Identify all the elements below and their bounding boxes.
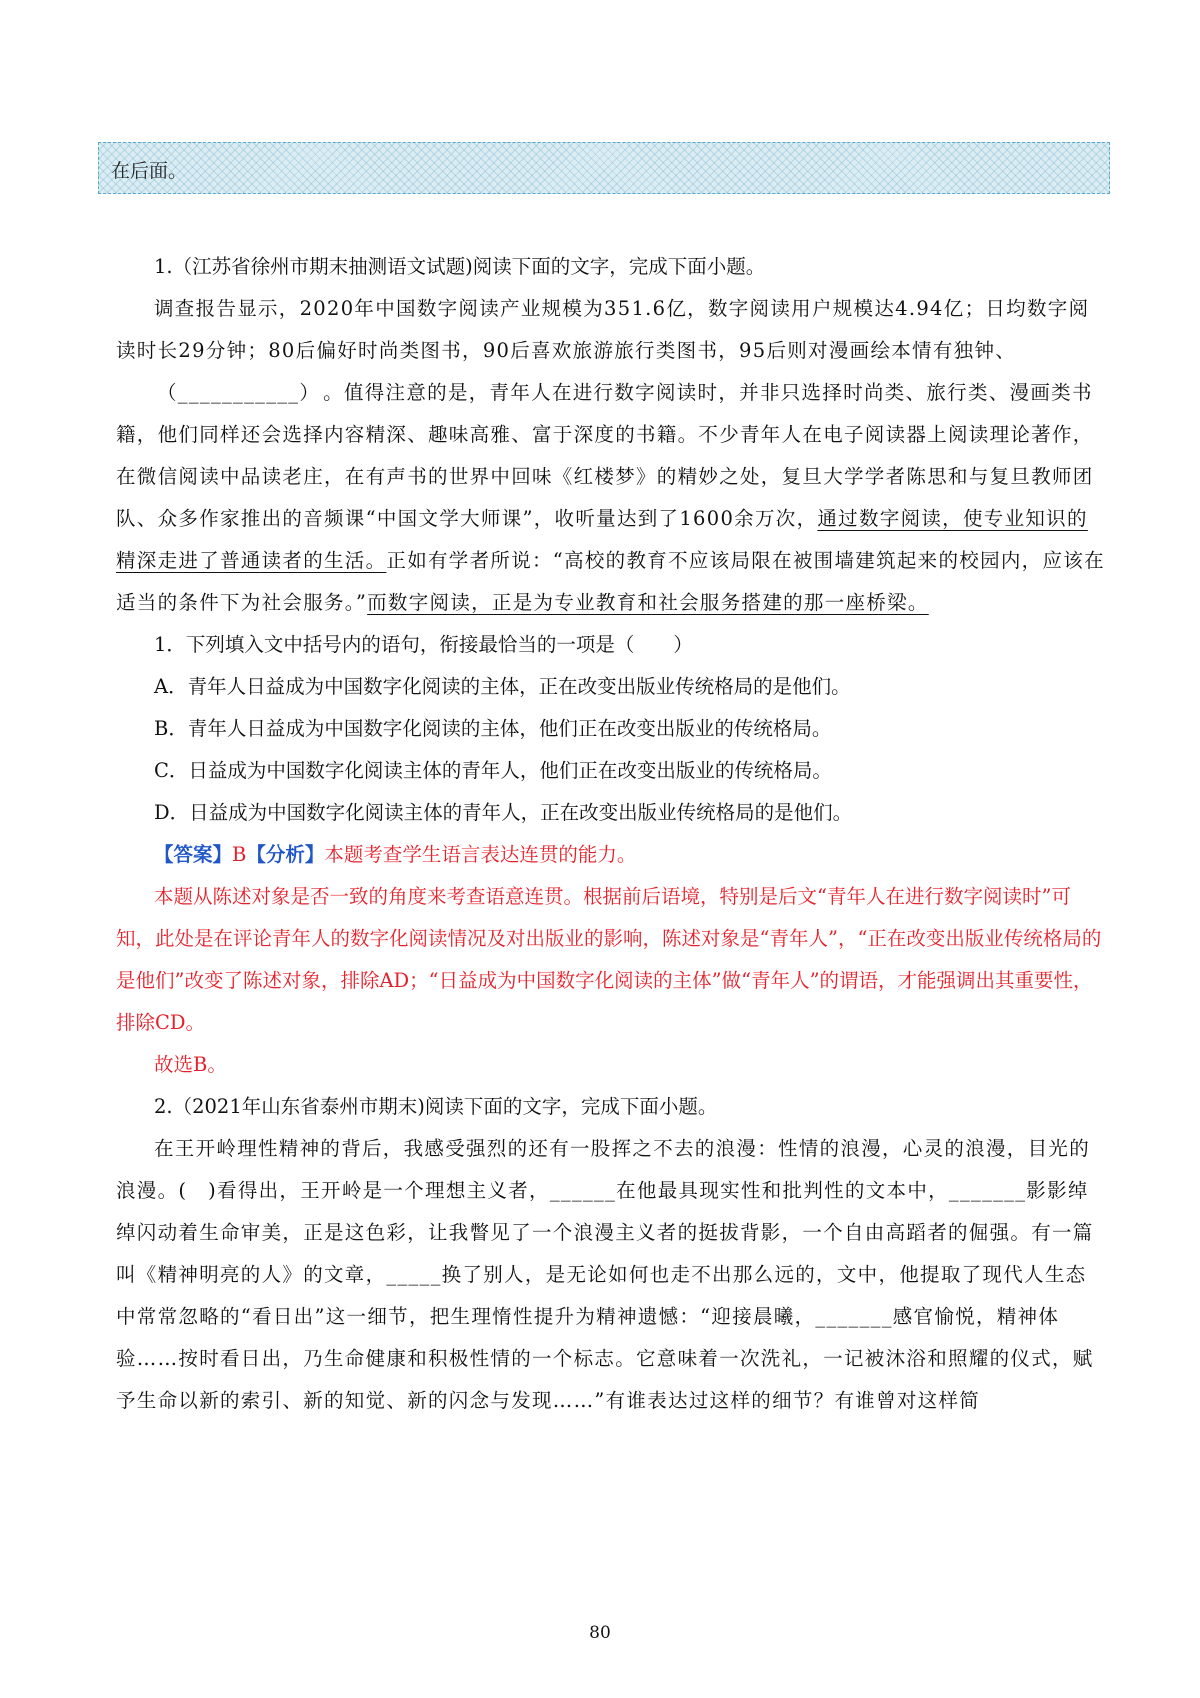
answer-tag: 【答案】 bbox=[154, 843, 233, 866]
analysis-tag: 【分析】 bbox=[246, 843, 325, 866]
q1-underlined-sentence-1: 通过数字阅读，使专业知识的精深走进了普通读者的生活。 bbox=[116, 507, 1088, 572]
q1-option-b: B．青年人日益成为中国数字化阅读的主体，他们正在改变出版业的传统格局。 bbox=[154, 717, 832, 740]
q1-passage-part1: 调查报告显示，2020年中国数字阅读产业规模为351.6亿，数字阅读用户规模达4.94亿；日均数字阅读时长29分钟；80后偏好时尚类图书，90后喜欢旅游旅行类图书，95后则对漫画绘本情有独钟、 bbox=[116, 297, 1090, 362]
q1-question: 1．下列填入文中括号内的语句，衔接最恰当的一项是（ ） bbox=[154, 633, 693, 656]
document-body bbox=[116, 246, 1106, 1422]
q1-answer-line bbox=[116, 834, 1106, 876]
q1-blank: （___________） bbox=[157, 381, 321, 404]
q1-passage-part3: 正如有学者所说：“高校的教育不应该局限在被围墙建筑起来的校园内，应该在适当的条件下为社会服务。” bbox=[116, 549, 1105, 614]
tip-text: 在后面。 bbox=[111, 160, 188, 182]
q1-passage-part2: 。值得注意的是，青年人在进行数字阅读时，并非只选择时尚类、旅行类、漫画类书籍，他们同样还会选择内容精深、趣味高雅、富于深度的书籍。不少青年人在电子阅读器上阅读理论著作，在微信阅读中品读老庄，在有声书的世界中回味《红楼梦》的精妙之处，复旦大学学者陈思和与复旦教师团队、众多作家推出的音频课“中国文学大师课”，收听量达到了1600余万次， bbox=[116, 381, 1094, 530]
q1-conclusion: 故选B。 bbox=[154, 1053, 227, 1076]
q1-underlined-sentence-2: 而数字阅读，正是为专业教育和社会服务搭建的那一座桥梁。 bbox=[367, 591, 929, 614]
q2-intro: 2.（2021年山东省泰州市期末)阅读下面的文字，完成下面小题。 bbox=[154, 1095, 718, 1118]
answer-value: B bbox=[232, 843, 247, 866]
q1-analysis-body: 本题从陈述对象是否一致的角度来考查语意连贯。根据前后语境，特别是后文“青年人在进行数字阅读时”可知，此处是在评论青年人的数字化阅读情况及对出版业的影响，陈述对象是“青年人”，“正在改变出版业传统格局的是他们”改变了陈述对象，排除AD；“日益成为中国数字化阅读的主体”做“青年人”的谓语，才能强调出其重要性，排除CD。 bbox=[116, 885, 1102, 1034]
analysis-head: 本题考查学生语言表达连贯的能力。 bbox=[324, 843, 637, 866]
q1-option-a: A．青年人日益成为中国数字化阅读的主体，正在改变出版业传统格局的是他们。 bbox=[154, 675, 851, 698]
q1-intro: 1.（江苏省徐州市期末抽测语文试题)阅读下面的文字，完成下面小题。 bbox=[154, 255, 766, 278]
q1-option-c: C．日益成为中国数字化阅读主体的青年人，他们正在改变出版业的传统格局。 bbox=[154, 759, 832, 782]
q2-passage: 在王开岭理性精神的背后，我感受强烈的还有一股挥之不去的浪漫：性情的浪漫，心灵的浪漫，目光的浪漫。( )看得出，王开岭是一个理想主义者，______在他最具现实性和批判性的文本中，_______影影绰绰闪动着生命审美，正是这色彩，让我瞥见了一个浪漫主义者的挺拔背影，一个自由高蹈者的倔强。有一篇叫《精神明亮的人》的文章，_____换了别人，是无论如何也走不出那么远的，文中，他提取了现代人生态中常常忽略的“看日出”这一细节，把生理惰性提升为精神遗憾：“迎接晨曦，_______感官愉悦，精神体验……按时看日出，乃生命健康和积极性情的一个标志。它意味着一次洗礼，一记被沐浴和照耀的仪式，赋予生命以新的索引、新的知觉、新的闪念与发现……”有谁表达过这样的细节？有谁曾对这样简 bbox=[116, 1137, 1094, 1412]
q1-option-d: D．日益成为中国数字化阅读主体的青年人，正在改变出版业传统格局的是他们。 bbox=[154, 801, 853, 824]
page-number: 80 bbox=[589, 1623, 611, 1643]
tip-box bbox=[98, 142, 1110, 194]
q1-passage bbox=[116, 288, 1106, 624]
